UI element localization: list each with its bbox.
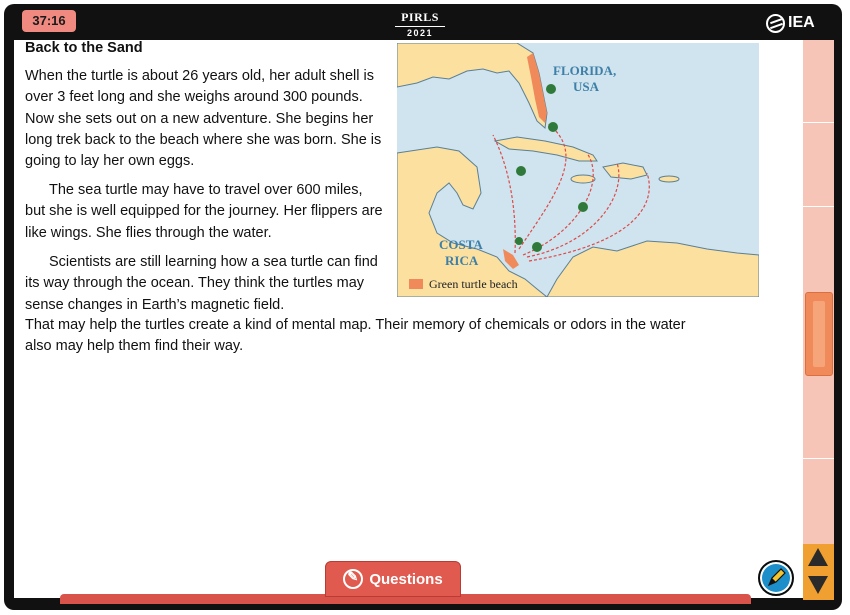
label-florida-1: FLORIDA, xyxy=(553,63,617,78)
jamaica-land xyxy=(571,175,595,183)
globe-icon xyxy=(766,14,785,33)
scroll-divider xyxy=(803,122,834,123)
caribbean-map xyxy=(397,43,759,297)
questions-label: Questions xyxy=(369,570,443,588)
legend-text: Green turtle beach xyxy=(429,277,518,291)
legend-swatch xyxy=(409,279,423,289)
iea-logo xyxy=(766,12,830,34)
puerto-rico-land xyxy=(659,176,679,182)
scroll-up-icon[interactable] xyxy=(808,548,828,566)
questions-button[interactable] xyxy=(325,561,461,597)
label-costa-1: COSTA xyxy=(439,237,483,252)
label-florida-2: USA xyxy=(573,79,600,94)
brand-name: PIRLS xyxy=(395,10,445,27)
brand-year: 2021 xyxy=(406,28,434,38)
pencil-icon xyxy=(343,569,363,589)
scroll-divider xyxy=(803,458,834,459)
logo-text: IEA xyxy=(788,14,815,31)
passage-paragraph: The sea turtle may have to travel over 600 miles, but she is well equipped for the journey. Her flippers are like wings. She flies through the water. xyxy=(25,182,383,241)
scrollbar-thumb[interactable] xyxy=(805,292,833,376)
highlighter-pen-icon[interactable] xyxy=(758,560,794,596)
passage-paragraph: Scientists are still learning how a sea turtle can find its way through the ocean. They think the turtles may sense changes in Earth’s magnetic field. xyxy=(25,254,378,313)
scroll-divider xyxy=(803,206,834,207)
timer-badge: 37:16 xyxy=(22,10,76,32)
label-costa-2: RICA xyxy=(445,253,479,268)
pen-glyph-icon xyxy=(760,562,792,594)
passage-paragraph: That may help the turtles create a kind of mental map. Their memory of chemicals or odors in the water also may help them find their way. xyxy=(25,317,686,355)
passage-paragraph: When the turtle is about 26 years old, her adult shell is over 3 feet long and she weighs around 300 pounds. Now she sets out on a new adventure. She begins her long trek back to the beach where she was born. She is going to lay her own eggs. xyxy=(25,68,382,170)
passage-heading: Back to the Sand xyxy=(25,40,143,56)
scroll-down-icon[interactable] xyxy=(808,576,828,594)
pirls-brand xyxy=(395,10,445,38)
